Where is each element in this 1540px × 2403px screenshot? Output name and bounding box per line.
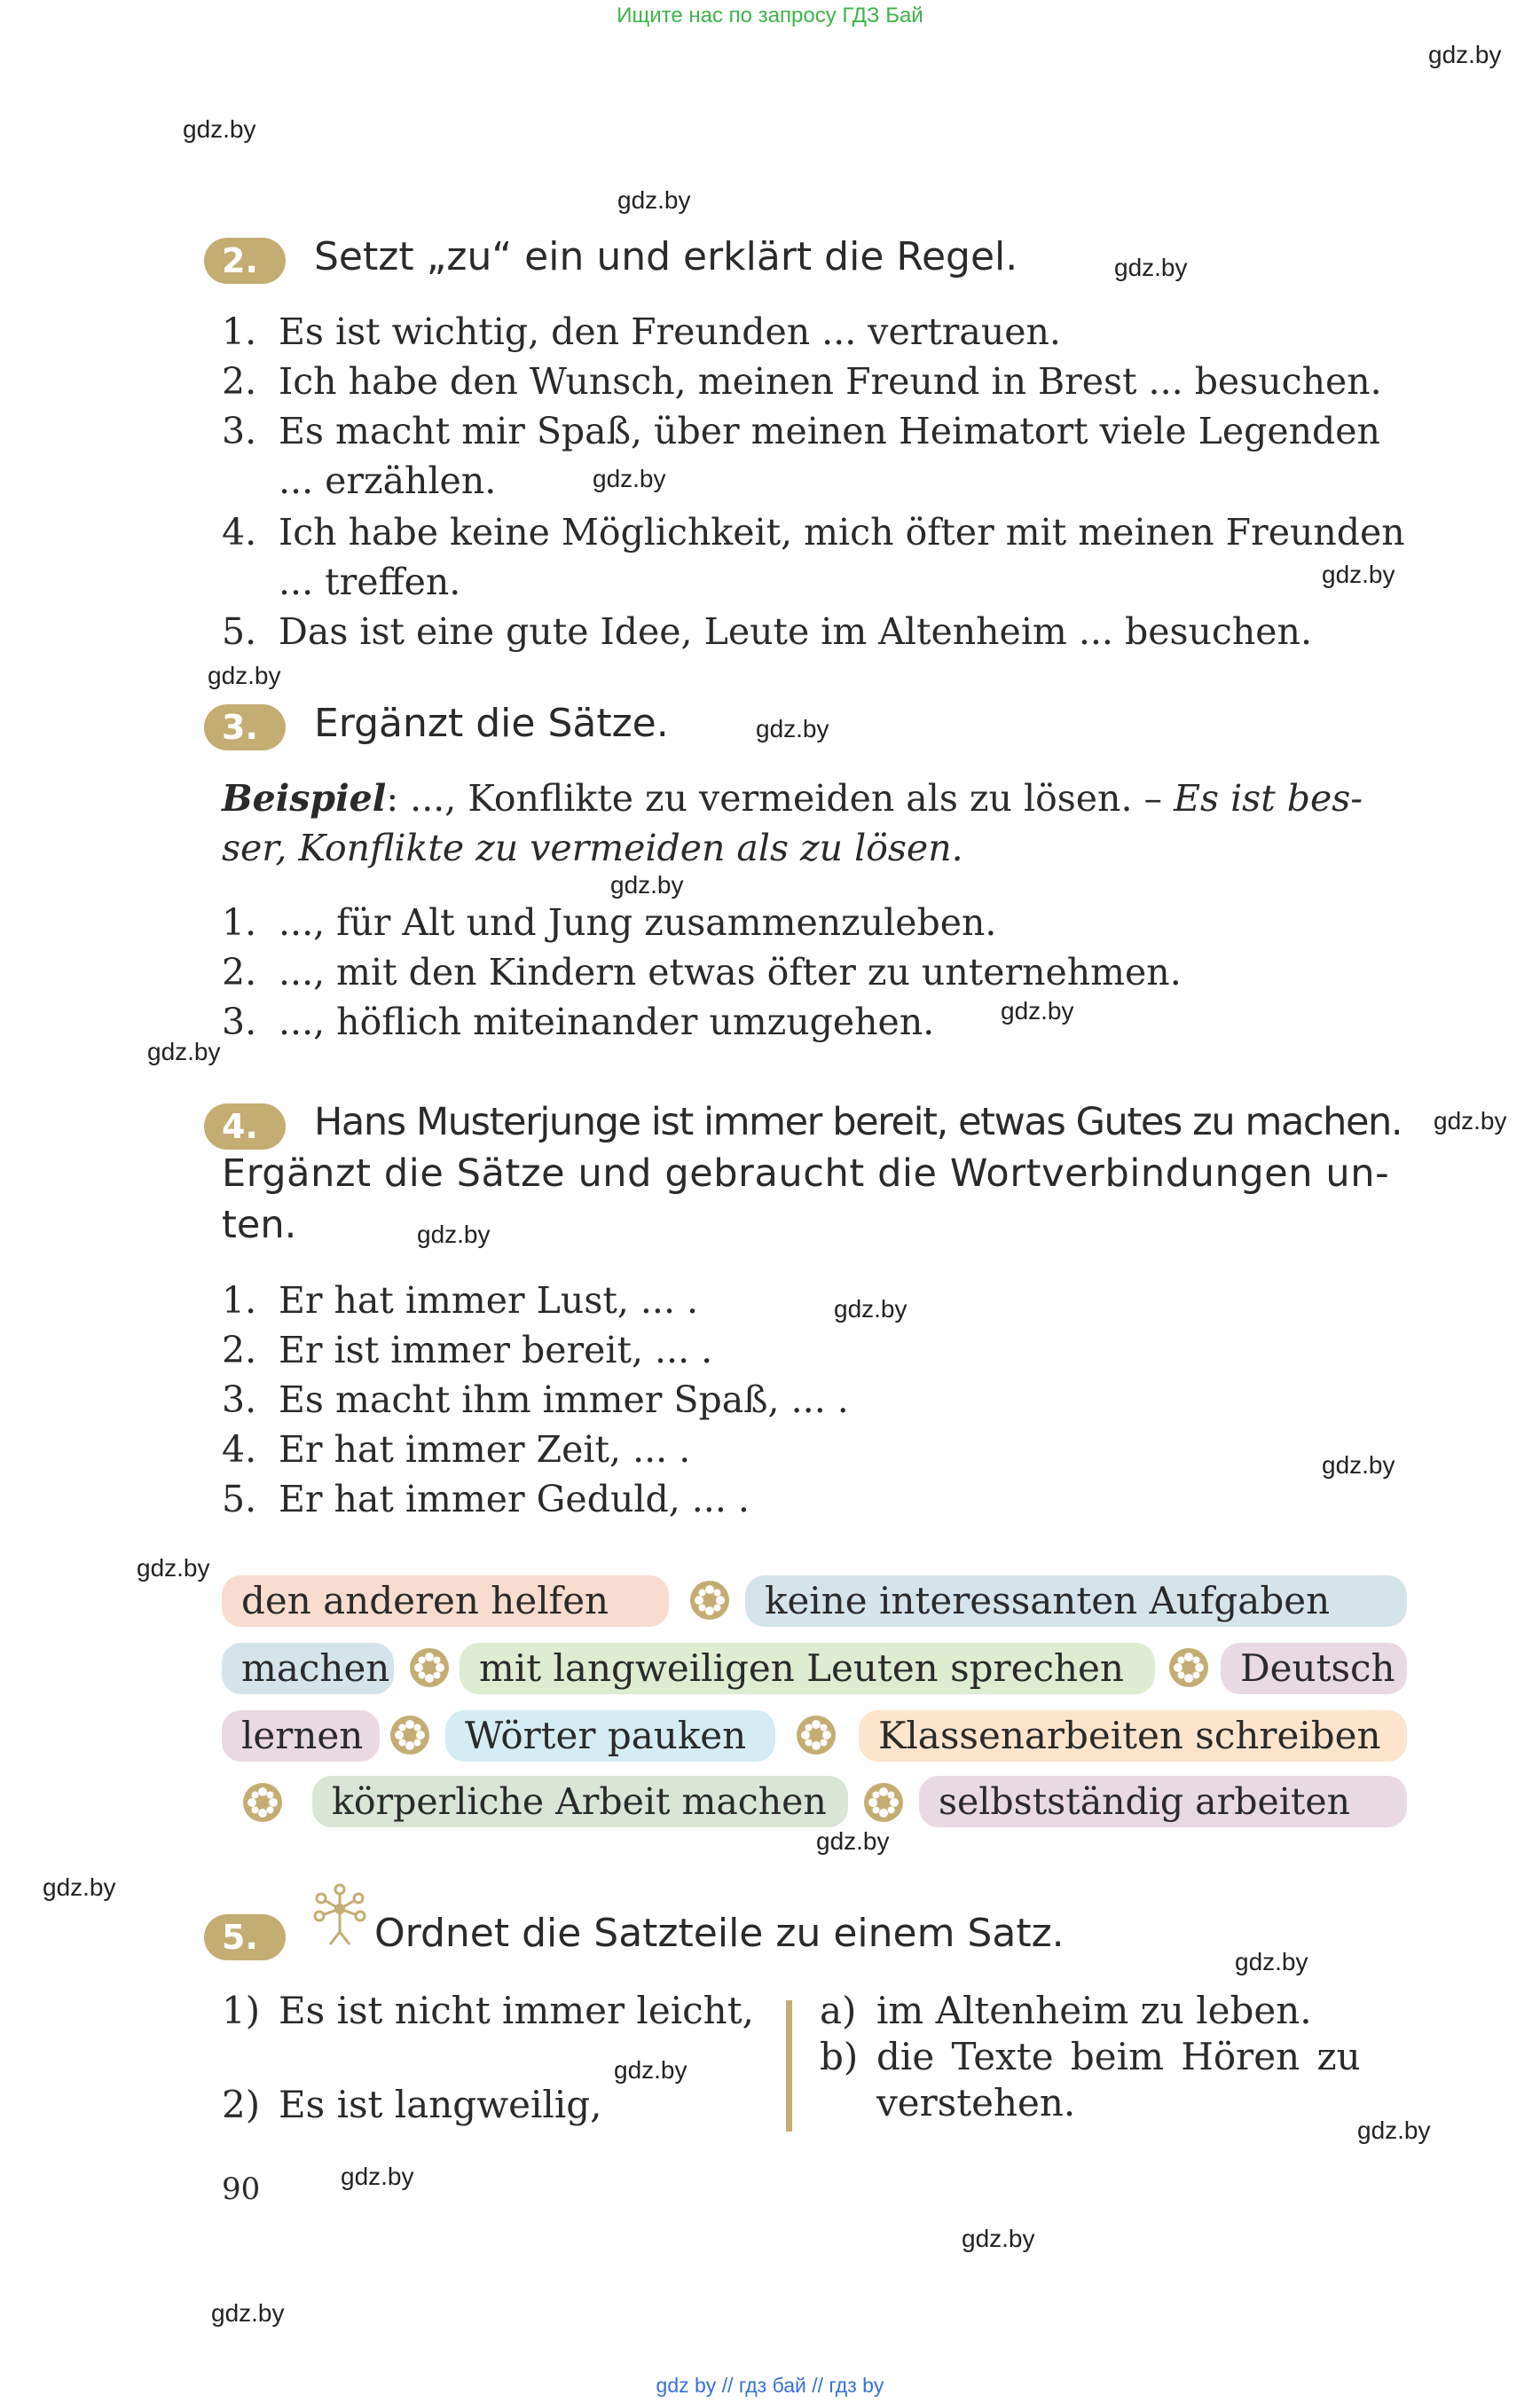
task-title: Setzt „zu“ ein und erklärt die Regel. <box>314 234 1018 279</box>
list-item: 2. ..., mit den Kindern etwas öfter zu unternehmen. <box>222 951 1182 993</box>
list-item: 1. Er hat immer Lust, ... . <box>222 1279 699 1322</box>
network-icon <box>312 1882 367 1950</box>
list-item: 1) Es ist nicht immer leicht, <box>222 1989 754 2032</box>
list-item: 4. Er hat immer Zeit, ... . <box>222 1428 691 1471</box>
list-item: 3. Es macht ihm immer Spaß, ... . <box>222 1378 849 1421</box>
phrase-chip: den anderen helfen <box>222 1575 669 1627</box>
list-item: 3. ..., höflich miteinander umzugehen. <box>222 1001 935 1043</box>
watermark: gdz.by <box>962 2225 1035 2252</box>
flower-separator-icon <box>1167 1646 1210 1689</box>
watermark: gdz.by <box>1434 1107 1507 1135</box>
watermark: gdz.by <box>614 2056 688 2084</box>
watermark: gdz.by <box>341 2163 414 2190</box>
watermark: gdz.by <box>756 715 829 742</box>
watermark: gdz.by <box>183 115 256 143</box>
flower-separator-icon <box>688 1579 731 1622</box>
task-number-badge: 5. <box>204 1914 286 1960</box>
phrase-chip: mit langweiligen Leuten sprechen <box>460 1643 1155 1694</box>
watermark: gdz.by <box>211 2299 285 2327</box>
phrase-chip: lernen <box>222 1710 380 1762</box>
list-item: 5. Das ist eine gute Idee, Leute im Altenheim ... besuchen. <box>222 610 1312 653</box>
list-item: 4. Ich habe keine Möglichkeit, mich öfter mit meinen Freunden <box>222 511 1405 554</box>
list-item: a) im Altenheim zu leben. <box>820 1989 1312 2032</box>
task-title: Ergänzt die Sätze und gebraucht die Wortverbindungen un- <box>222 1151 1390 1196</box>
list-item: 5. Er hat immer Geduld, ... . <box>222 1478 750 1520</box>
list-item: b) die Texte beim Hören zu <box>820 2035 1361 2078</box>
phrase-chip: selbstständig arbeiten <box>919 1776 1407 1827</box>
phrase-chip: machen <box>222 1643 394 1694</box>
watermark: gdz.by <box>1322 1451 1395 1479</box>
watermark: gdz.by <box>137 1554 210 1582</box>
watermark: gdz.by <box>816 1827 890 1855</box>
watermark: gdz.by <box>43 1873 116 1901</box>
phrase-chip: Klassenarbeiten schreiben <box>859 1710 1407 1762</box>
list-item: 1. ..., für Alt und Jung zusammenzuleben. <box>222 901 997 944</box>
watermark: gdz.by <box>610 871 684 899</box>
list-item: verstehen. <box>876 2081 1076 2124</box>
task-title: ten. <box>222 1203 297 1247</box>
task-title: Hans Musterjunge ist immer bereit, etwas Gutes zu machen. <box>314 1100 1402 1144</box>
watermark: gdz.by <box>1001 997 1074 1025</box>
list-item: 1. Es ist wichtig, den Freunden ... vertrauen. <box>222 310 1061 353</box>
list-item: 3. Es macht mir Spaß, über meinen Heimatort viele Legenden <box>222 410 1380 452</box>
example-line: ser, Konflikte zu vermeiden als zu lösen. <box>222 827 963 869</box>
footer-links[interactable]: gdz by // гдз бай // гдз by <box>656 2374 884 2397</box>
list-item: 2. Ich habe den Wunsch, meinen Freund in Brest ... besuchen. <box>222 360 1382 403</box>
watermark: gdz.by <box>1357 2116 1431 2144</box>
task-title: Ordnet die Satzteile zu einem Satz. <box>374 1911 1065 1956</box>
watermark: gdz.by <box>1235 1948 1308 1975</box>
list-item: ... erzählen. <box>279 459 497 502</box>
task-number-badge: 2. <box>204 238 286 284</box>
watermark: gdz.by <box>1322 561 1395 588</box>
page-number: 90 <box>222 2171 261 2207</box>
watermark: gdz.by <box>208 662 281 689</box>
flower-separator-icon <box>795 1714 837 1756</box>
flower-separator-icon <box>389 1714 431 1756</box>
flower-separator-icon <box>862 1781 905 1824</box>
phrase-chip: Deutsch <box>1221 1643 1407 1694</box>
top-banner[interactable]: Ищите нас по запросу ГДЗ Бай <box>617 4 923 27</box>
watermark: gdz.by <box>147 1038 221 1065</box>
column-divider <box>786 2000 792 2132</box>
task-title: Ergänzt die Sätze. <box>314 701 669 746</box>
watermark: gdz.by <box>1428 41 1502 68</box>
list-item: 2) Es ist langweilig, <box>222 2083 602 2126</box>
watermark: gdz.by <box>1114 254 1188 281</box>
watermark: gdz.by <box>417 1221 491 1248</box>
list-item: 2. Er ist immer bereit, ... . <box>222 1329 713 1371</box>
example-line: Beispiel: ..., Konflikte zu vermeiden als zu lösen. – Es ist bes- <box>222 777 1363 820</box>
watermark: gdz.by <box>593 465 666 492</box>
list-item: ... treffen. <box>279 561 461 603</box>
phrase-chip: Wörter pauken <box>445 1710 775 1762</box>
phrase-chip: körperliche Arbeit machen <box>312 1776 848 1827</box>
flower-separator-icon <box>408 1646 451 1689</box>
flower-separator-icon <box>241 1781 284 1824</box>
watermark: gdz.by <box>617 186 691 214</box>
phrase-chip: keine interessanten Aufgaben <box>745 1575 1407 1627</box>
watermark: gdz.by <box>834 1295 908 1323</box>
task-number-badge: 4. <box>204 1103 286 1150</box>
task-number-badge: 3. <box>204 704 286 750</box>
